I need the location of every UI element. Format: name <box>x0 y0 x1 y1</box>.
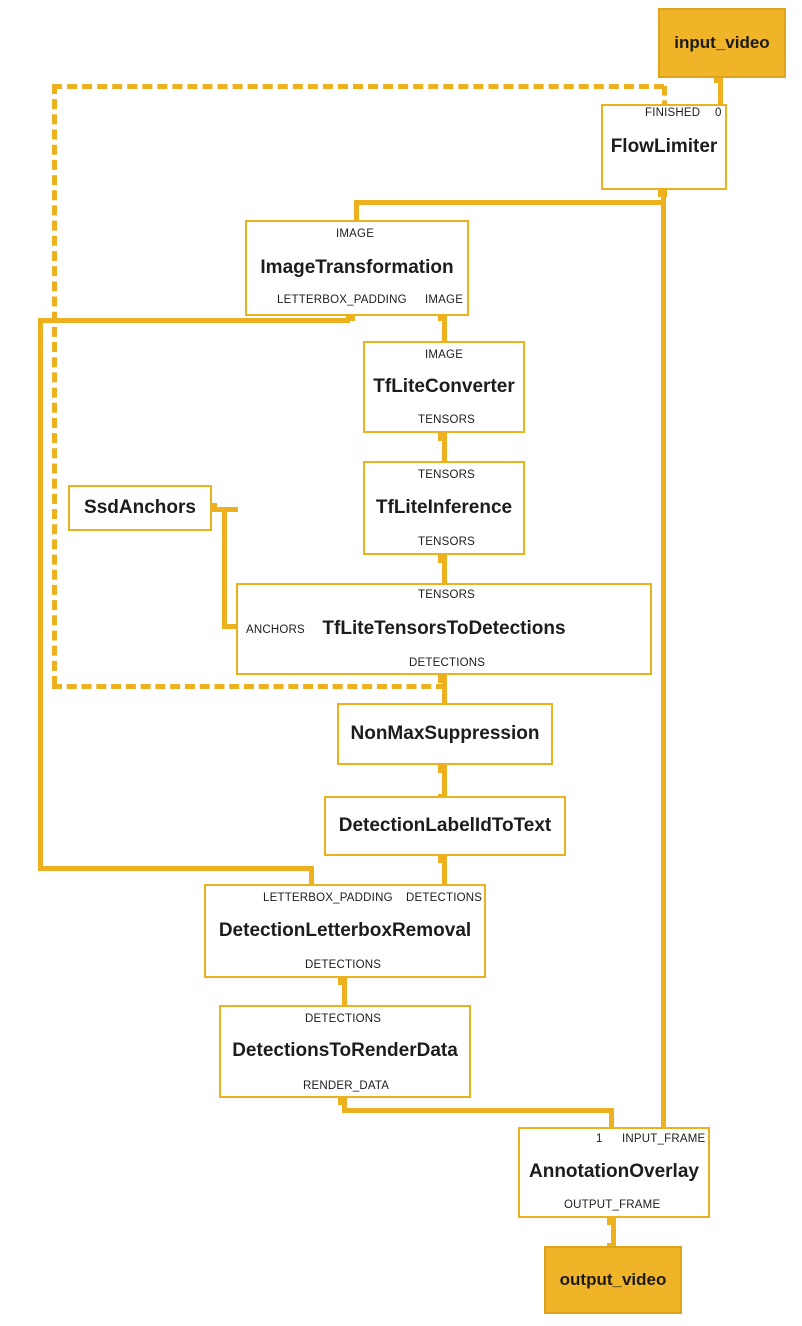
port-imagetransform-out-letterbox: LETTERBOX_PADDING <box>277 294 407 306</box>
node-tflite-converter-label: TfLiteConverter <box>373 375 515 397</box>
port-removal-in-letterbox: LETTERBOX_PADDING <box>263 892 393 904</box>
port-overlay-in-input-frame: INPUT_FRAME <box>622 1133 706 1145</box>
edge-ssdanchors-down <box>222 507 227 627</box>
port-renderdata-in-detections: DETECTIONS <box>305 1013 382 1025</box>
edge-renderdata-right <box>342 1108 614 1113</box>
port-converter-in-image: IMAGE <box>425 349 464 361</box>
node-non-max-suppression-label: NonMaxSuppression <box>350 722 540 744</box>
stub-inference-out-tensors <box>438 554 447 563</box>
edge-flowlimiter-to-imagetransform <box>354 200 666 205</box>
edge-feedback-top <box>52 84 664 89</box>
node-output-video[interactable] <box>544 1246 682 1314</box>
node-input-video-label: input_video <box>674 32 770 52</box>
port-converter-out-tensors: TENSORS <box>418 414 475 426</box>
edge-letterbox-right <box>38 866 314 871</box>
edge-letterbox-down <box>38 318 43 870</box>
node-output-video-label: output_video <box>559 1269 667 1289</box>
port-tensorsdet-in-anchors: ANCHORS <box>246 624 305 636</box>
node-ssd-anchors[interactable] <box>68 485 212 531</box>
node-detection-label-id-to-text[interactable] <box>324 796 566 856</box>
node-image-transformation-label: ImageTransformation <box>260 256 454 278</box>
stub-converter-out-tensors <box>438 432 447 441</box>
port-flowlimiter-index: 0 <box>715 107 722 119</box>
port-removal-in-detections: DETECTIONS <box>406 892 483 904</box>
port-flowlimiter-finished: FINISHED <box>645 107 701 119</box>
node-detection-letterbox-removal-label: DetectionLetterboxRemoval <box>218 919 472 941</box>
node-ssd-anchors-label: SsdAnchors <box>84 496 196 518</box>
port-overlay-in-index: 1 <box>596 1133 603 1145</box>
port-tensorsdet-in-tensors: TENSORS <box>418 589 475 601</box>
edge-feedback-bottom <box>52 684 446 689</box>
port-removal-out-detections: DETECTIONS <box>305 959 382 971</box>
port-inference-out-tensors: TENSORS <box>418 536 475 548</box>
node-detection-label-id-to-text-label: DetectionLabelIdToText <box>338 814 552 836</box>
port-overlay-out-output-frame: OUTPUT_FRAME <box>564 1199 661 1211</box>
edge-into-imagetransform <box>354 200 359 222</box>
port-tensorsdet-out-detections: DETECTIONS <box>409 657 486 669</box>
port-imagetransform-in-image: IMAGE <box>336 228 375 240</box>
node-tflite-inference-label: TfLiteInference <box>375 496 513 518</box>
node-annotation-overlay-label: AnnotationOverlay <box>529 1161 699 1183</box>
node-non-max-suppression[interactable] <box>337 703 553 765</box>
edge-rail-to-annotationoverlay <box>661 200 666 1140</box>
node-flow-limiter-label: FlowLimiter <box>610 135 718 157</box>
port-imagetransform-out-image: IMAGE <box>425 294 464 306</box>
edge-letterbox-left <box>38 318 350 323</box>
stub-tensorsdet-out-detections <box>438 674 447 683</box>
node-detections-to-render-data-label: DetectionsToRenderData <box>232 1040 458 1062</box>
node-tflite-tensors-to-detections-label: TfLiteTensorsToDetections <box>322 617 566 639</box>
node-input-video[interactable] <box>658 8 786 78</box>
stub-nms-out <box>438 764 447 773</box>
edge-feedback-left <box>52 84 57 686</box>
port-renderdata-out: RENDER_DATA <box>303 1080 390 1092</box>
port-inference-in-tensors: TENSORS <box>418 469 475 481</box>
